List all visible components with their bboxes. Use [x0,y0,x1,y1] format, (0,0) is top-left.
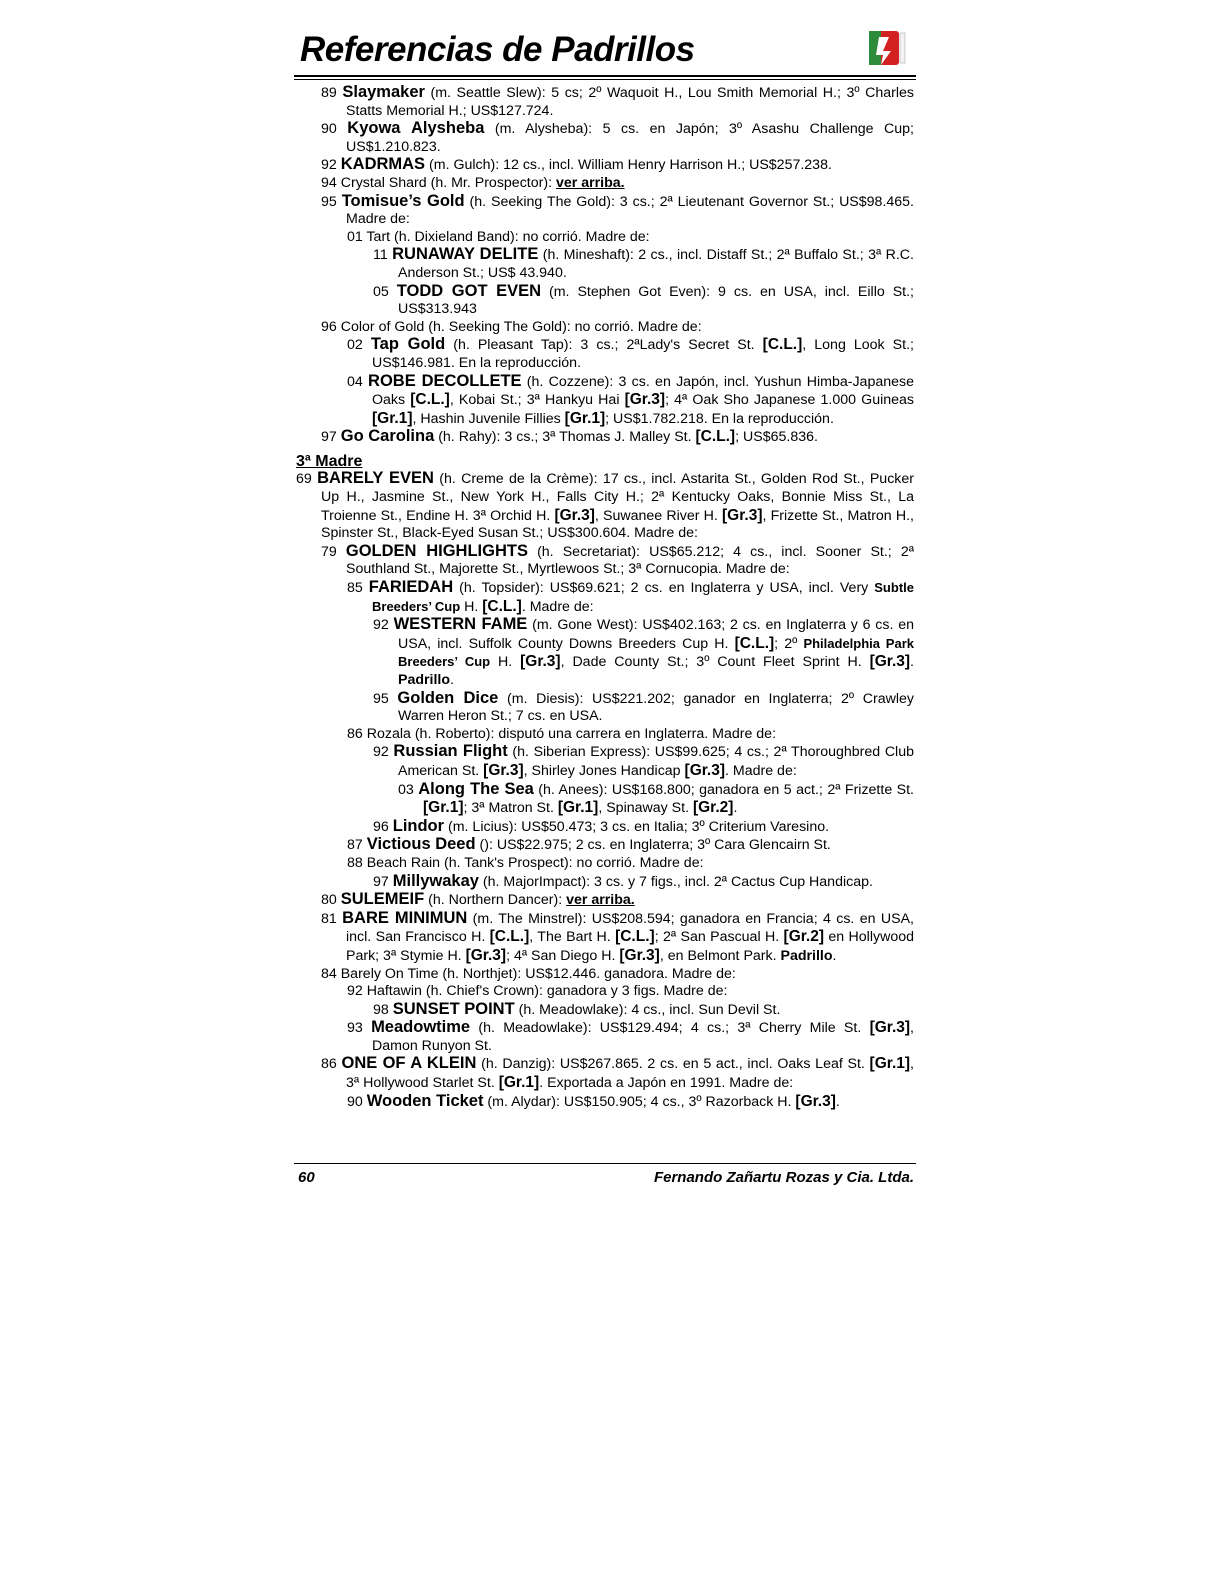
entry-runaway-delite: 11 RUNAWAY DELITE (h. Mineshaft): 2 cs., incl. Distaff St.; 2ª Buffalo St.; 3ª R.C. Anderson St.; US$ 43.940. [373,245,914,281]
entry-russian-flight: 92 Russian Flight (h. Siberian Express): US$99.625; 4 cs.; 2ª Thoroughbred Club American St. [Gr.3], Shirley Jones Handicap [Gr.3]. Madre de: [373,742,914,779]
entry-slaymaker: 89 Slaymaker (m. Seattle Slew): 5 cs; 2º Waquoit H., Lou Smith Memorial H.; 3º Charles Statts Memorial H.; US$127.724. [321,83,915,119]
entry-western-fame: 92 WESTERN FAME (m. Gone West): US$402.163; 2 cs. en Inglaterra y 6 cs. en USA, incl. Suffolk County Downs Breeders Cup H. [C.L.]; 2º Philadelphia Park Breeders’ Cup H. [Gr.3], Dade County St.; 3º Count Fleet Sprint H. [Gr.3]. Padrillo. [373,615,914,688]
entry-lindor: 96 Lindor (m. Licius): US$50.473; 3 cs. en Italia; 3º Criterium Varesino. [373,816,830,835]
entry-tap-gold: 02 Tap Gold (h. Pleasant Tap): 3 cs.; 2ªLady's Secret St. [C.L.], Long Look St.; US$146.981. En la reproducción. [347,335,914,371]
entry-fariedah: 85 FARIEDAH (h. Topsider): US$69.621; 2 cs. en Inglaterra y USA, incl. Very Subtle Breeders’ Cup H. [C.L.]. Madre de: [347,578,914,615]
entry-go-carolina: 97 Go Carolina (h. Rahy): 3 cs.; 3ª Thomas J. Malley St. [C.L.]; US$65.836. [321,427,818,446]
entry-color-of-gold: 96 Color of Gold (h. Seeking The Gold): no corrió. Madre de: [321,318,702,335]
entry-tomisues-gold: 95 Tomisue’s Gold (h. Seeking The Gold): 3 cs.; 2ª Lieutenant Governor St.; US$98.465. Madre de: [321,191,914,228]
entry-victious-deed: 87 Victious Deed (): US$22.975; 2 cs. en Inglaterra; 3º Cara Glencairn St. [347,835,831,854]
entry-robe-decollete: 04 ROBE DECOLLETE (h. Cozzene): 3 cs. en Japón, incl. Yushun Himba-Japanese Oaks [C.L.], Kobai St.; 3ª Hankyu Hai [Gr.3]; 4ª Oak Sho Japanese 1.000 Guineas [Gr.1], Hashin Juvenile Fillies [Gr.1]; US$1.782.218. En la reproducción. [347,371,914,427]
logo-icon [867,29,907,67]
entry-along-the-sea: 03 Along The Sea (h. Anees): US$168.800; ganadora en 5 act.; 2ª Frizette St. [Gr.1]; 3ª Matron St. [Gr.1], Spinaway St. [Gr.2]. [398,779,914,817]
entry-one-of-a-klein: 86 ONE OF A KLEIN (h. Danzig): US$267.865. 2 cs. en 5 act., incl. Oaks Leaf St. [Gr.1], 3ª Hollywood Starlet St. [Gr.1]. Exportada a Japón en 1991. Madre de: [321,1054,914,1092]
ver-arriba-link[interactable]: ver arriba. [566,892,635,909]
entry-golden-highlights: 79 GOLDEN HIGHLIGHTS (h. Secretariat): US$65.212; 4 cs., incl. Sooner St.; 2ª Southland St., Majorette St., Myrtlewoos St.; 3ª Cornucopia. Madre de: [321,541,914,578]
entry-crystal-shard: 94 Crystal Shard (h. Mr. Prospector): ver arriba. [321,174,625,191]
entry-sunset-point: 98 SUNSET POINT (h. Meadowlake): 4 cs., incl. Sun Devil St. [373,999,781,1018]
footer-company: Fernando Zañartu Rozas y Cia. Ltda. [653,1169,914,1186]
entry-todd-got-even: 05 TODD GOT EVEN (m. Stephen Got Even): 9 cs. en USA, incl. Eillo St.; US$313.943 [373,281,914,318]
entry-kyowa-alysheba: 90 Kyowa Alysheba (m. Alysheba): 5 cs. en Japón; 3º Asashu Challenge Cup; US$1.210.823. [321,119,914,155]
entry-tart: 01 Tart (h. Dixieland Band): no corrió. Madre de: [347,228,650,245]
entry-golden-dice: 95 Golden Dice (m. Diesis): US$221.202; ganador en Inglaterra; 2º Crawley Warren Heron St.; 7 cs. en USA. [373,688,914,725]
entry-bare-minimun: 81 BARE MINIMUN (m. The Minstrel): US$208.594; ganadora en Francia; 4 cs. en USA, incl. San Francisco H. [C.L.], The Bart H. [C.L.]; 2ª San Pascual H. [Gr.2] en Hollywood Park; 3ª Stymie H. [Gr.3]; 4ª San Diego H. [Gr.3], en Belmont Park. Padrillo. [321,908,914,964]
entry-sulemeif: 80 SULEMEIF (h. Northern Dancer): ver arriba. [321,890,635,909]
entry-barely-even: 69 BARELY EVEN (h. Creme de la Crème): 17 cs., incl. Astarita St., Golden Rod St., Pucker Up H., Jasmine St., New York H., Falls City H.; 2ª Kentucky Oaks, Bonnie Miss St., La Troienne St., Endine H. 3ª Orchid H. [Gr.3], Suwanee River H. [Gr.3], Frizette St., Matron H., Spinster St., Black-Eyed Susan St.; US$300.604. Madre de: [296,469,914,542]
entry-wooden-ticket: 90 Wooden Ticket (m. Alydar): US$150.905; 4 cs., 3º Razorback H. [Gr.3]. [347,1091,840,1110]
footer-rule [294,1163,916,1164]
entry-millywakay: 97 Millywakay (h. MajorImpact): 3 cs. y 7 figs., incl. 2ª Cactus Cup Handicap. [373,871,873,890]
entry-haftawin: 92 Haftawin (h. Chief's Crown): ganadora y 3 figs. Madre de: [347,983,728,1000]
header-rule-thin [294,79,916,80]
entry-meadowtime: 93 Meadowtime (h. Meadowlake): US$129.494; 4 cs.; 3ª Cherry Mile St. [Gr.3], Damon Runyon St. [347,1018,914,1054]
entry-kadrmas: 92 KADRMAS (m. Gulch): 12 cs., incl. William Henry Harrison H.; US$257.238. [321,155,832,174]
page-title: Referencias de Padrillos [300,30,695,69]
entry-rozala: 86 Rozala (h. Roberto): disputó una carrera en Inglaterra. Madre de: [347,725,777,742]
pedigree-content [296,84,914,1111]
header-rule [294,75,916,77]
section-heading: 3ª Madre [296,452,363,470]
entry-barely-on-time: 84 Barely On Time (h. Northjet): US$12.446. ganadora. Madre de: [321,965,736,982]
page-number: 60 [298,1169,315,1186]
entry-beach-rain: 88 Beach Rain (h. Tank's Prospect): no corrió. Madre de: [347,854,704,871]
ver-arriba-link[interactable]: ver arriba. [555,174,625,191]
